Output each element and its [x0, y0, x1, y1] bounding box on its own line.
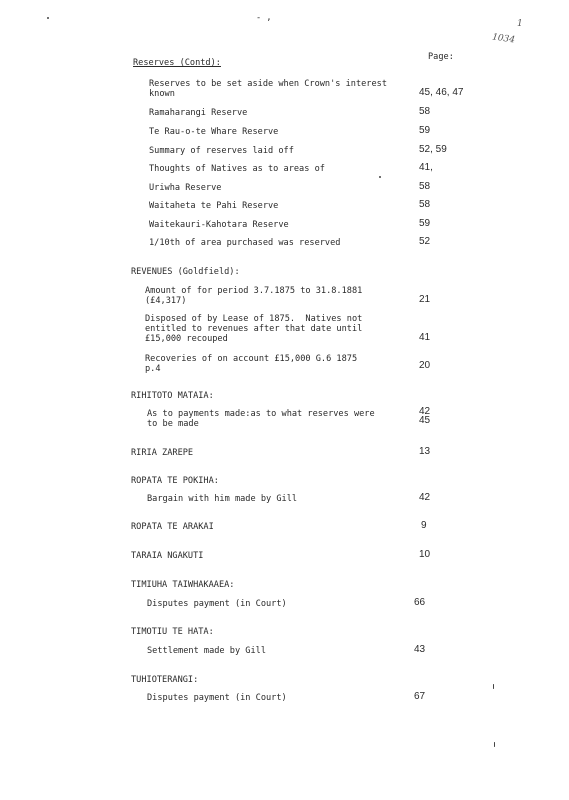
- section-heading-rihitoto-mataia: RIHITOTO MATAIA:: [131, 391, 214, 401]
- entry-pages: 41,: [419, 162, 433, 173]
- section-heading-tuhioterangi: TUHIOTERANGI:: [131, 675, 199, 685]
- entry-text: Thoughts of Natives as to areas of: [149, 164, 325, 174]
- heading-pages: 13: [419, 446, 431, 457]
- entry-pages: 41: [419, 332, 431, 343]
- entry-text: Te Rau-o-te Whare Reserve: [149, 127, 279, 137]
- corner-dot-mark: [47, 17, 49, 19]
- entry-pages: 59: [419, 125, 431, 136]
- top-dash-mark: - ,: [256, 13, 272, 23]
- entry-pages: 66: [414, 597, 426, 608]
- entry-text: Settlement made by Gill: [147, 646, 266, 656]
- section-heading-taraia-ngakuti: TARAIA NGAKUTI: [131, 551, 204, 561]
- entry-text: As to payments made:as to what reserves were to be made: [147, 409, 375, 429]
- handwritten-corner-mark: 1: [517, 19, 523, 29]
- entry-text: Uriwha Reserve: [149, 183, 222, 193]
- stray-mark: [379, 176, 381, 178]
- section-heading-riria-zarepe: RIRIA ZAREPE: [131, 448, 194, 458]
- entry-text: 1/10th of area purchased was reserved: [149, 238, 341, 248]
- entry-pages: 52, 59: [419, 144, 447, 155]
- entry-pages: 58: [419, 106, 431, 117]
- entry-text: Summary of reserves laid off: [149, 146, 294, 156]
- section-heading-ropata-te-arakai: ROPATA TE ARAKAI: [131, 522, 214, 532]
- entry-text: Recoveries of on account £15,000 G.6 1875 p.4: [145, 354, 358, 374]
- entry-pages: 43: [414, 644, 426, 655]
- entry-pages: 59: [419, 218, 431, 229]
- section-heading-timotiu-te-hata: TIMOTIU TE HATA:: [131, 627, 214, 637]
- section-heading-ropata-te-pokiha: ROPATA TE POKIHA:: [131, 476, 219, 486]
- section-heading-revenues: REVENUES (Goldfield):: [131, 267, 240, 277]
- section-heading-timiuha-taiwhakaaea: TIMIUHA TAIWHAKAAEA:: [131, 580, 235, 590]
- entry-text: Disputes payment (in Court): [147, 599, 287, 609]
- heading-pages: 10: [419, 549, 431, 560]
- entry-pages: 45, 46, 47: [419, 87, 464, 98]
- heading-pages: 9: [421, 520, 427, 531]
- page-column-header: Page:: [428, 52, 454, 62]
- stray-mark: [494, 742, 495, 747]
- handwritten-page-number: 1034: [491, 32, 516, 46]
- entry-pages: 52: [419, 236, 431, 247]
- entry-text: Disputes payment (in Court): [147, 693, 287, 703]
- entry-pages: 58: [419, 181, 431, 192]
- entry-text: Amount of for period 3.7.1875 to 31.8.1881 (£4,317): [145, 286, 363, 306]
- entry-text: Bargain with him made by Gill: [147, 494, 298, 504]
- entry-text: Disposed of by Lease of 1875. Natives not entitled to revenues after that date until £15,000 recouped: [145, 314, 363, 344]
- entry-pages: 20: [419, 360, 431, 371]
- entry-pages: 42 45: [419, 406, 431, 426]
- entry-pages: 58: [419, 199, 431, 210]
- entry-text: Waitekauri-Kahotara Reserve: [149, 220, 289, 230]
- stray-mark: [493, 684, 494, 689]
- entry-pages: 21: [419, 294, 431, 305]
- entry-pages: 67: [414, 691, 426, 702]
- entry-text: Ramaharangi Reserve: [149, 108, 248, 118]
- entry-text: Waitaheta te Pahi Reserve: [149, 201, 279, 211]
- entry-text: Reserves to be set aside when Crown's interest known: [149, 79, 387, 99]
- entry-pages: 42: [419, 492, 431, 503]
- section-heading-reserves: Reserves (Contd):: [133, 58, 221, 68]
